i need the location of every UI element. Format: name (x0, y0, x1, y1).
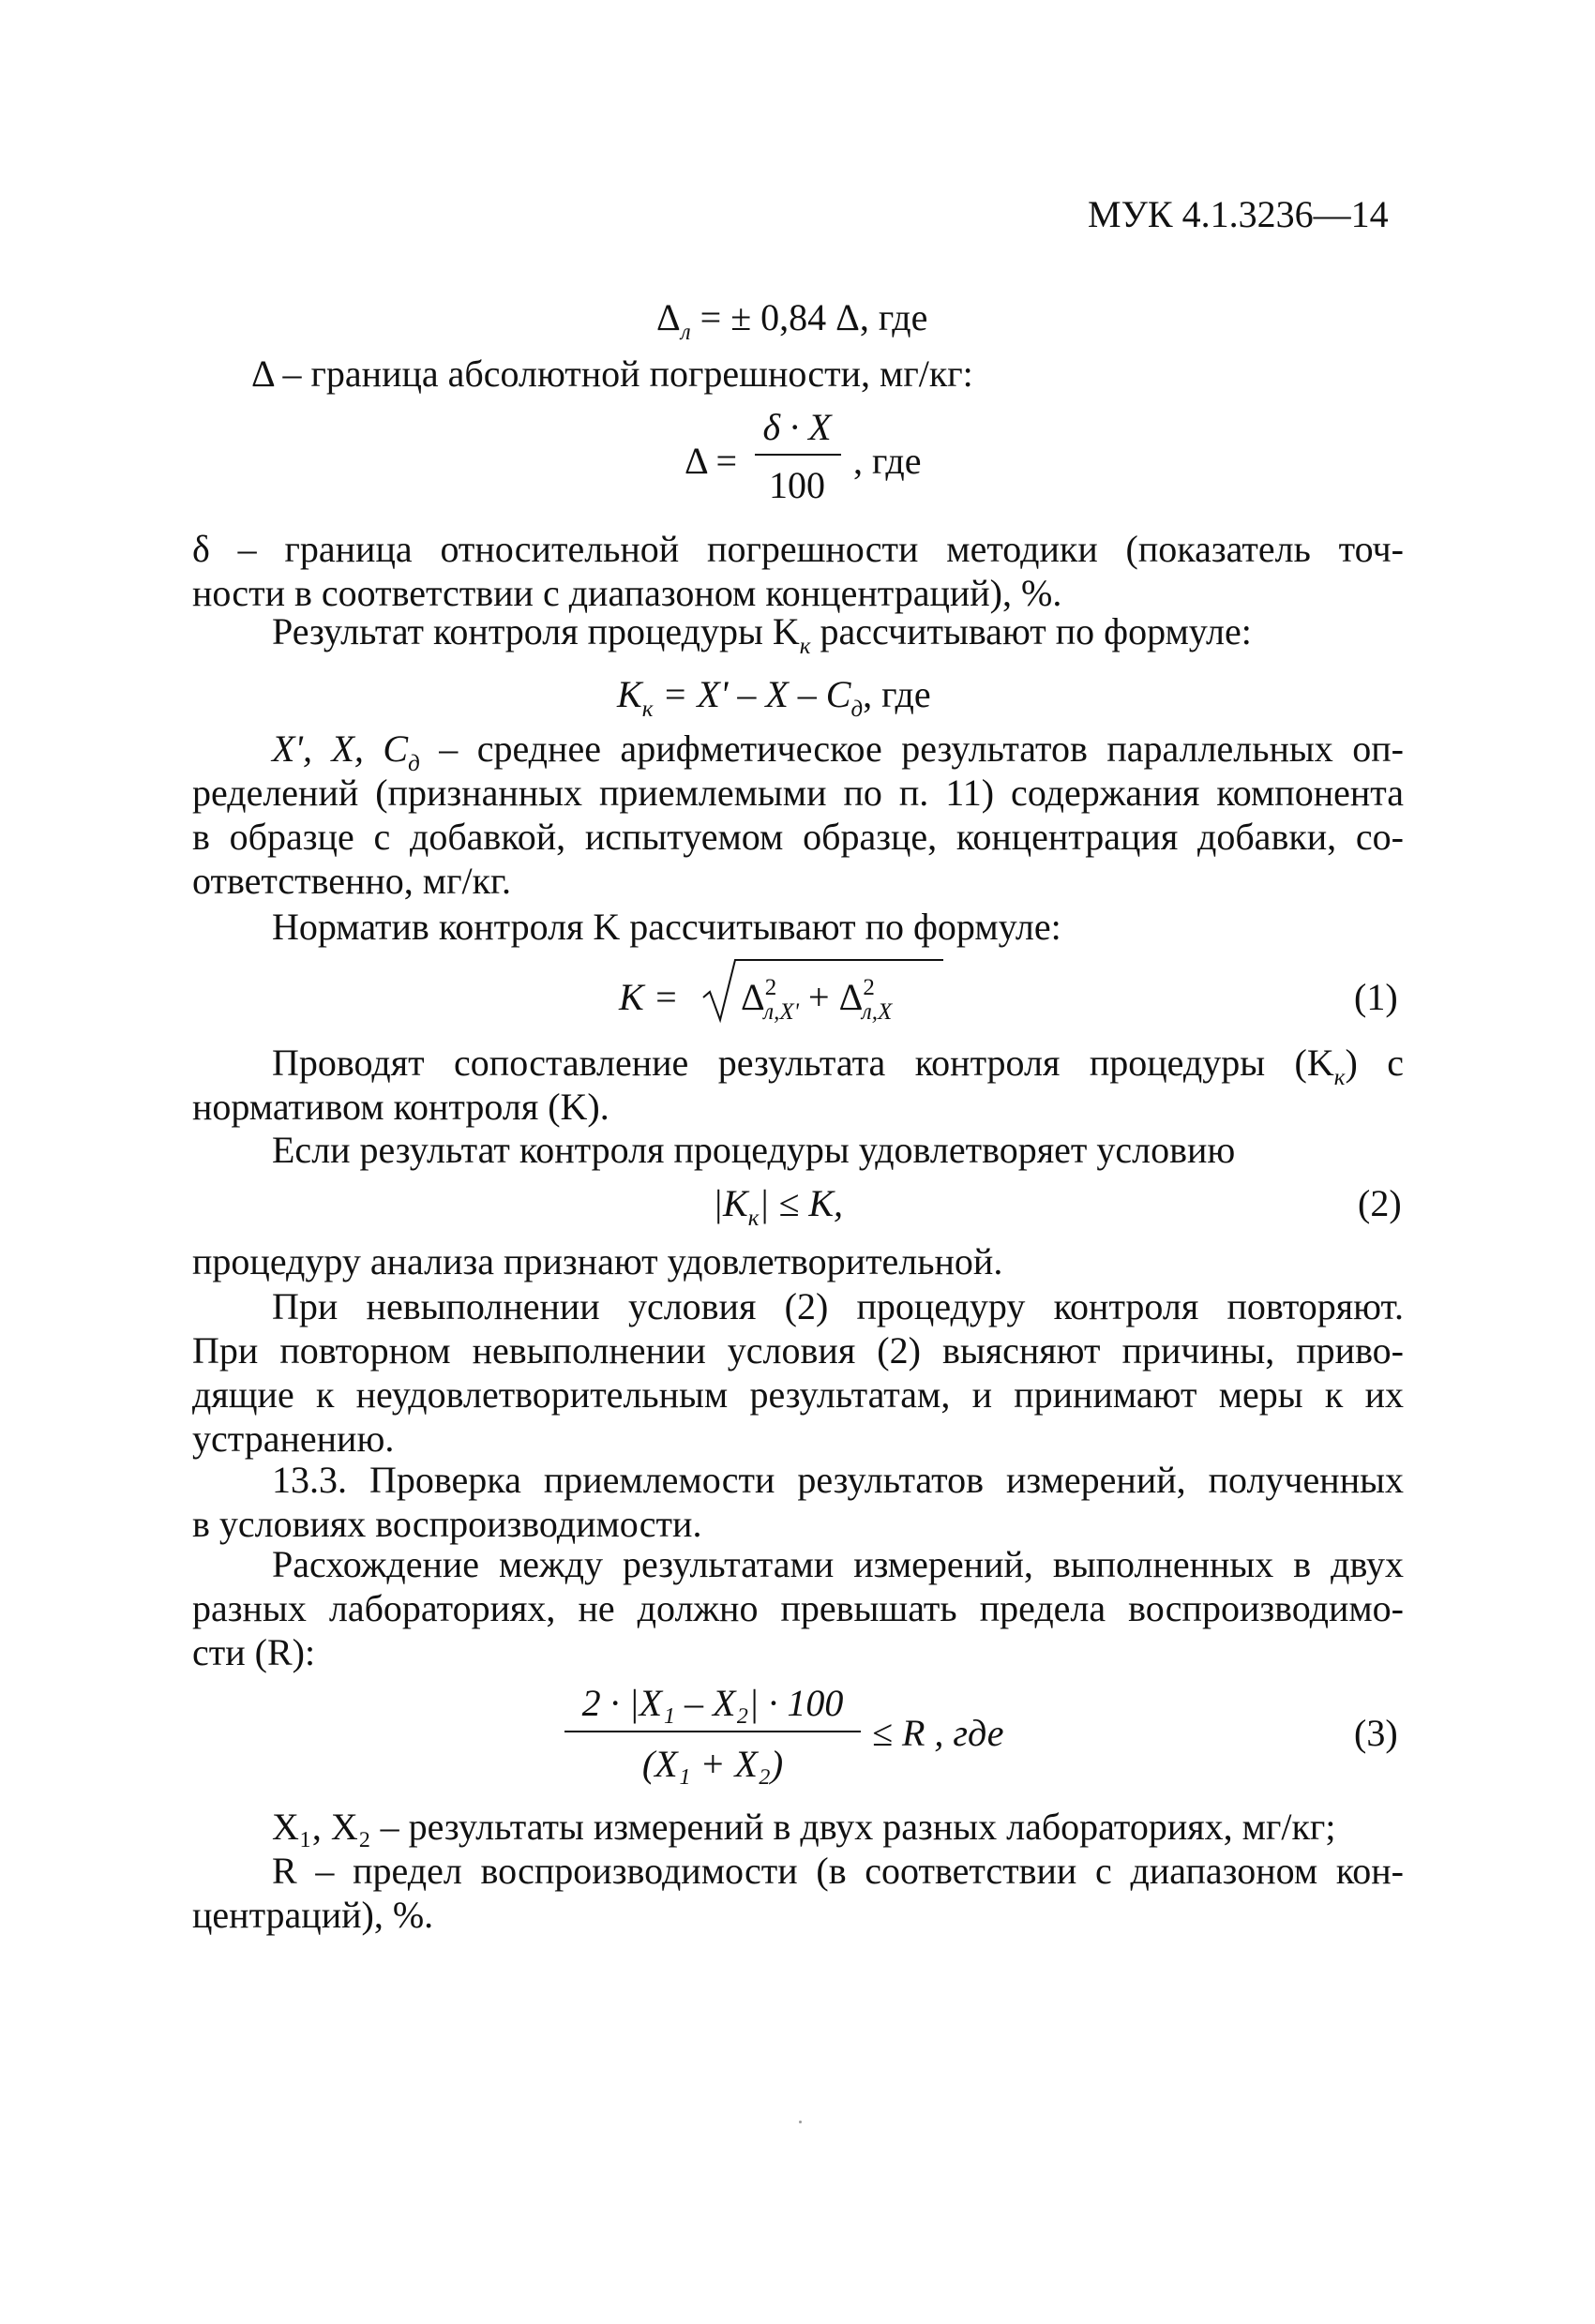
condition-result: процедуру анализа признают удовлетворительной. (192, 1240, 1003, 1282)
formula-number-3: (3) (1354, 1712, 1398, 1754)
formula-delta-denominator: 100 (769, 464, 825, 506)
delta-definition: Δ – граница абсолютной погрешности, мг/кг: (251, 352, 973, 395)
fraction-bar (755, 454, 841, 456)
formula-number-2: (2) (1358, 1182, 1402, 1224)
formula-r-numerator: 2 · |X₁ – X₂| · 100 (581, 1682, 844, 1724)
norm-intro: Норматив контроля K рассчитывают по формуле: (272, 906, 1061, 948)
formula-k-radicand: $\Delta^2_{л,X'} + \Delta^2_{л,X}$ (741, 975, 893, 1025)
formula-condition: $|K_к| \le K$, (713, 1182, 844, 1231)
result-control-intro: Результат контроля процедуры $K_к$ рассчитывают по формуле: (272, 610, 1252, 659)
formula-r-denominator: (X₁ + X₂) (641, 1743, 784, 1785)
formula-number-1: (1) (1354, 976, 1398, 1018)
condition-intro: Если результат контроля процедуры удовлетворяет условию (272, 1129, 1236, 1171)
fraction-bar (564, 1731, 861, 1732)
comparison-line1: Проводят сопоставление результата контроля процедуры $(K_к)$ с (272, 1042, 1405, 1090)
formula-delta-numerator: δ · X (762, 406, 832, 448)
variables-definition-line1: X', X, $C_д$ – среднее арифметическое результатов параллельных оп- (272, 727, 1404, 776)
document-number: МУК 4.1.3236—14 (1088, 193, 1389, 235)
formula-r-rhs: ≤ R , где (872, 1712, 1004, 1754)
formula-delta-l: $\Delta_л$ = ± 0,84 Δ, где (656, 296, 928, 345)
scan-speck (799, 2121, 802, 2123)
formula-kk: $K_к = X' - X - C_д$, где (617, 673, 931, 722)
x1x2-definition: X₁, X₂ – результаты измерений в двух разных лабораториях, мг/кг; (272, 1806, 1336, 1848)
